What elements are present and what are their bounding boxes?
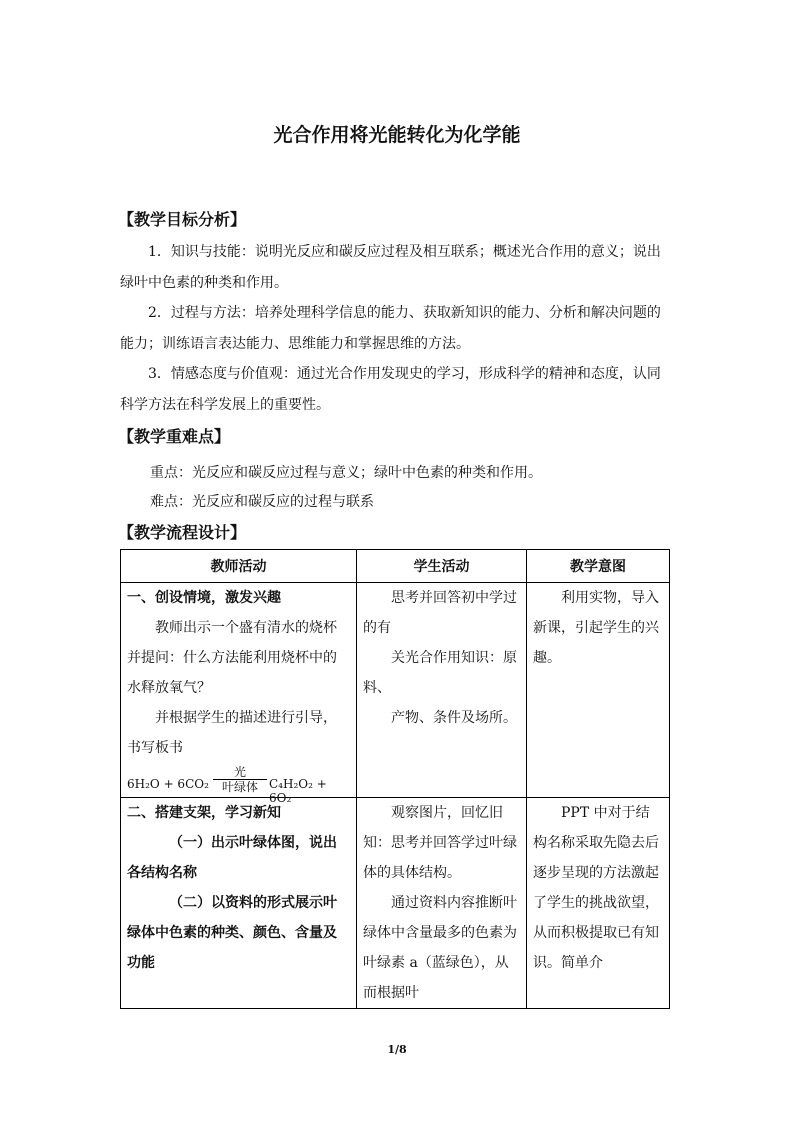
header-student-activity: 学生活动	[357, 550, 527, 583]
row2-student-p1: 观察图片，回忆旧知：思考并回答学过叶绿体的具体结构。	[363, 805, 517, 881]
row2-teacher-p1: （一）出示叶绿体图，说出各结构名称	[127, 835, 337, 881]
row2-intent: PPT 中对于结构名称采取先隐去后逐步呈现的方法激起了学生的挑战欲望，从而积极提取已有知识。简单介	[533, 805, 659, 971]
equation-light: 光	[233, 765, 246, 779]
row1-teacher-p2: 并根据学生的描述进行引导，书写板书	[127, 710, 337, 756]
table-header-row	[121, 550, 670, 583]
equation-products: C₄H₂O₂ + 6O₂	[269, 777, 327, 805]
key-points-heading: 【教学重难点】	[118, 427, 231, 446]
photosynthesis-equation	[127, 765, 350, 805]
objective-item-1: 1．知识与技能：说明光反应和碳反应过程及相互联系；概述光合作用的意义；说出绿叶中色素的种类和作用。	[120, 244, 661, 291]
equation-reactants: 6H₂O + 6CO₂	[127, 777, 209, 791]
row2-teacher-title: 二、搭建支架，学习新知	[127, 805, 281, 821]
header-teacher-activity: 教师活动	[121, 550, 357, 583]
flow-heading: 【教学流程设计】	[118, 523, 247, 542]
equation-condition	[213, 765, 267, 794]
objective-item-2: 2．过程与方法：培养处理科学信息的能力、获取新知识的能力、分析和解决问题的能力；训练语言表达能力、思维能力和掌握思维的方法。	[120, 305, 661, 352]
table-row	[121, 798, 670, 1009]
row1-student-cell	[357, 583, 527, 798]
row1-intent: 利用实物，导入新课，引起学生的兴趣。	[533, 590, 659, 666]
table-row	[121, 583, 670, 798]
row2-teacher-p2: （二）以资料的形式展示叶绿体中色素的种类、颜色、含量及功能	[127, 895, 337, 971]
objectives-heading: 【教学目标分析】	[118, 210, 247, 229]
row1-student-p2: 关光合作用知识：原料、	[363, 650, 517, 696]
focus-text: 重点：光反应和碳反应过程与意义；绿叶中色素的种类和作用。	[150, 465, 542, 481]
row2-teacher-cell	[121, 798, 357, 1009]
row1-student-p1: 思考并回答初中学过的有	[363, 590, 517, 636]
equation-chloroplast: 叶绿体	[221, 780, 258, 794]
header-teaching-intent: 教学意图	[527, 550, 670, 583]
teaching-flow-table	[120, 549, 670, 1009]
difficulty-text: 难点：光反应和碳反应的过程与联系	[150, 494, 374, 510]
row1-teacher-title: 一、创设情境，激发兴趣	[127, 590, 281, 606]
objective-item-3: 3．情感态度与价值观：通过光合作用发现史的学习，形成科学的精神和态度，认同科学方法在科学发展上的重要性。	[120, 366, 661, 413]
row1-teacher-cell	[121, 583, 357, 805]
row2-intent-cell	[527, 798, 670, 1009]
row1-intent-cell	[527, 583, 670, 798]
row2-student-p2: 通过资料内容推断叶绿体中含量最多的色素为叶绿素 a（蓝绿色），从而根据叶	[363, 895, 517, 1001]
row1-student-p3: 产物、条件及场所。	[391, 710, 517, 726]
page-number: 1/8	[387, 1043, 407, 1056]
row1-teacher-p1: 教师出示一个盛有清水的烧杯并提问：什么方法能利用烧杯中的水释放氧气？	[127, 620, 337, 696]
row2-student-cell	[357, 798, 527, 1009]
document-title: 光合作用将光能转化为化学能	[273, 124, 521, 146]
